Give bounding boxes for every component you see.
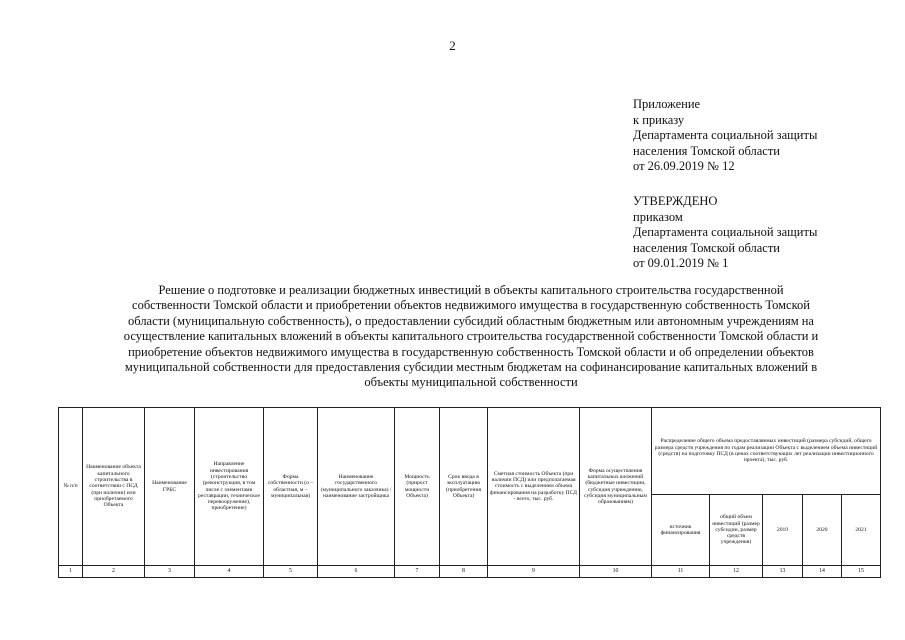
title-line: объекты муниципальной собственности [364,375,578,390]
column-number: 7 [395,566,440,578]
title-line: области (муниципальную собственность), о предоставлении субсидий областным бюджетным или автономным учреждениям на [128,313,814,328]
header-cell: Форма осуществления капитальных вложений (бюджетные инвестиции, субсидия учреждению, субсидия муниципальным образованиям) [580,408,652,566]
header-cell: № п/п [59,408,83,566]
column-number: 13 [763,566,803,578]
column-number: 1 [59,566,83,578]
approved-line: УТВЕРЖДЕНО [633,194,718,208]
appendix-line: к приказу [633,112,685,127]
title-line: Решение о подготовке и реализации бюджетных инвестиций в объекты капитального строительства государственной [158,283,784,297]
header-cell: Сметная стоимость Объекта (при наличии ПСД) или предполагаемая стоимость с выделением объема финансирования на разработку ПСД - всего, тыс. руб. [488,408,580,566]
header-cell: Срок ввода в эксплуатацию (приобретения Объекта) [440,408,488,566]
header-cell: Направление инвестирования (строительство (реконструкция, в том числе с элементами реставрации, техническое перевооружение), приобретение) [195,408,264,566]
approved-line: Департамента социальной защиты [633,225,818,240]
header-cell: Наименование объекта капитального строительства в соответствии с ПСД (при наличии) или приобретаемого Объекта [83,408,145,566]
header-cell: источник финансирования [652,495,710,566]
title-line: осуществление капитальных вложений в объекты капитального строительства государственной собственности Томской области и [123,329,819,344]
column-number: 11 [652,566,710,578]
approved-line: приказом [633,209,683,224]
column-number: 15 [842,566,881,578]
column-number: 3 [145,566,195,578]
column-number: 9 [488,566,580,578]
header-cell: 2019 [763,495,803,566]
header-cell: общий объем инвестиций (размер субсидии, размер средств учреждения) [710,495,763,566]
appendix-line: от 26.09.2019 № 12 [633,159,735,174]
column-number: 5 [264,566,318,578]
header-cell: 2021 [842,495,881,566]
column-number: 10 [580,566,652,578]
header-cell: 2020 [803,495,842,566]
column-number: 6 [318,566,395,578]
investment-table [58,407,881,578]
page-number: 2 [449,38,456,53]
header-cell: Форма собственности (о – областная, м – муниципальная) [264,408,318,566]
header-cell: Наименование ГРБС [145,408,195,566]
appendix-line: населения Томской области [633,143,780,158]
title-line: муниципальной собственности для предоставления субсидии местным бюджетам на софинансирование капитальных вложений в [124,360,818,375]
approved-line: от 09.01.2019 № 1 [633,256,729,271]
column-number: 2 [83,566,145,578]
approved-line: населения Томской области [633,240,780,255]
document-title [80,283,862,391]
column-number: 8 [440,566,488,578]
title-line: собственности Томской области и приобретении объектов недвижимого имущества в государственную собственность Томской [132,298,810,313]
column-number: 4 [195,566,264,578]
title-line: приобретение объектов недвижимого имущества в государственную собственность Томской области и об определении объектов [128,344,814,359]
header-cell: Мощность (прирост мощности Объекта) [395,408,440,566]
appendix-line: Департамента социальной защиты [633,128,818,143]
header-row [59,408,881,495]
column-number: 14 [803,566,842,578]
header-cell: Наименование государственного (муниципального заказчика) / наименование застройщика [318,408,395,566]
appendix-line: Приложение [633,97,701,111]
approved-block [633,194,817,272]
appendix-block [633,97,817,175]
column-number: 12 [710,566,763,578]
column-number-row [59,566,881,578]
header-group-cell: Распределение общего объема предоставляемых инвестиций (размера субсидий, общего размера средств учреждения по годам реализации Объекта с выделением объема инвестиций (средств) на подготовку ПСД (в ценах соответствующих лет реализации инвестиционного проекта), тыс. руб. [652,408,881,495]
